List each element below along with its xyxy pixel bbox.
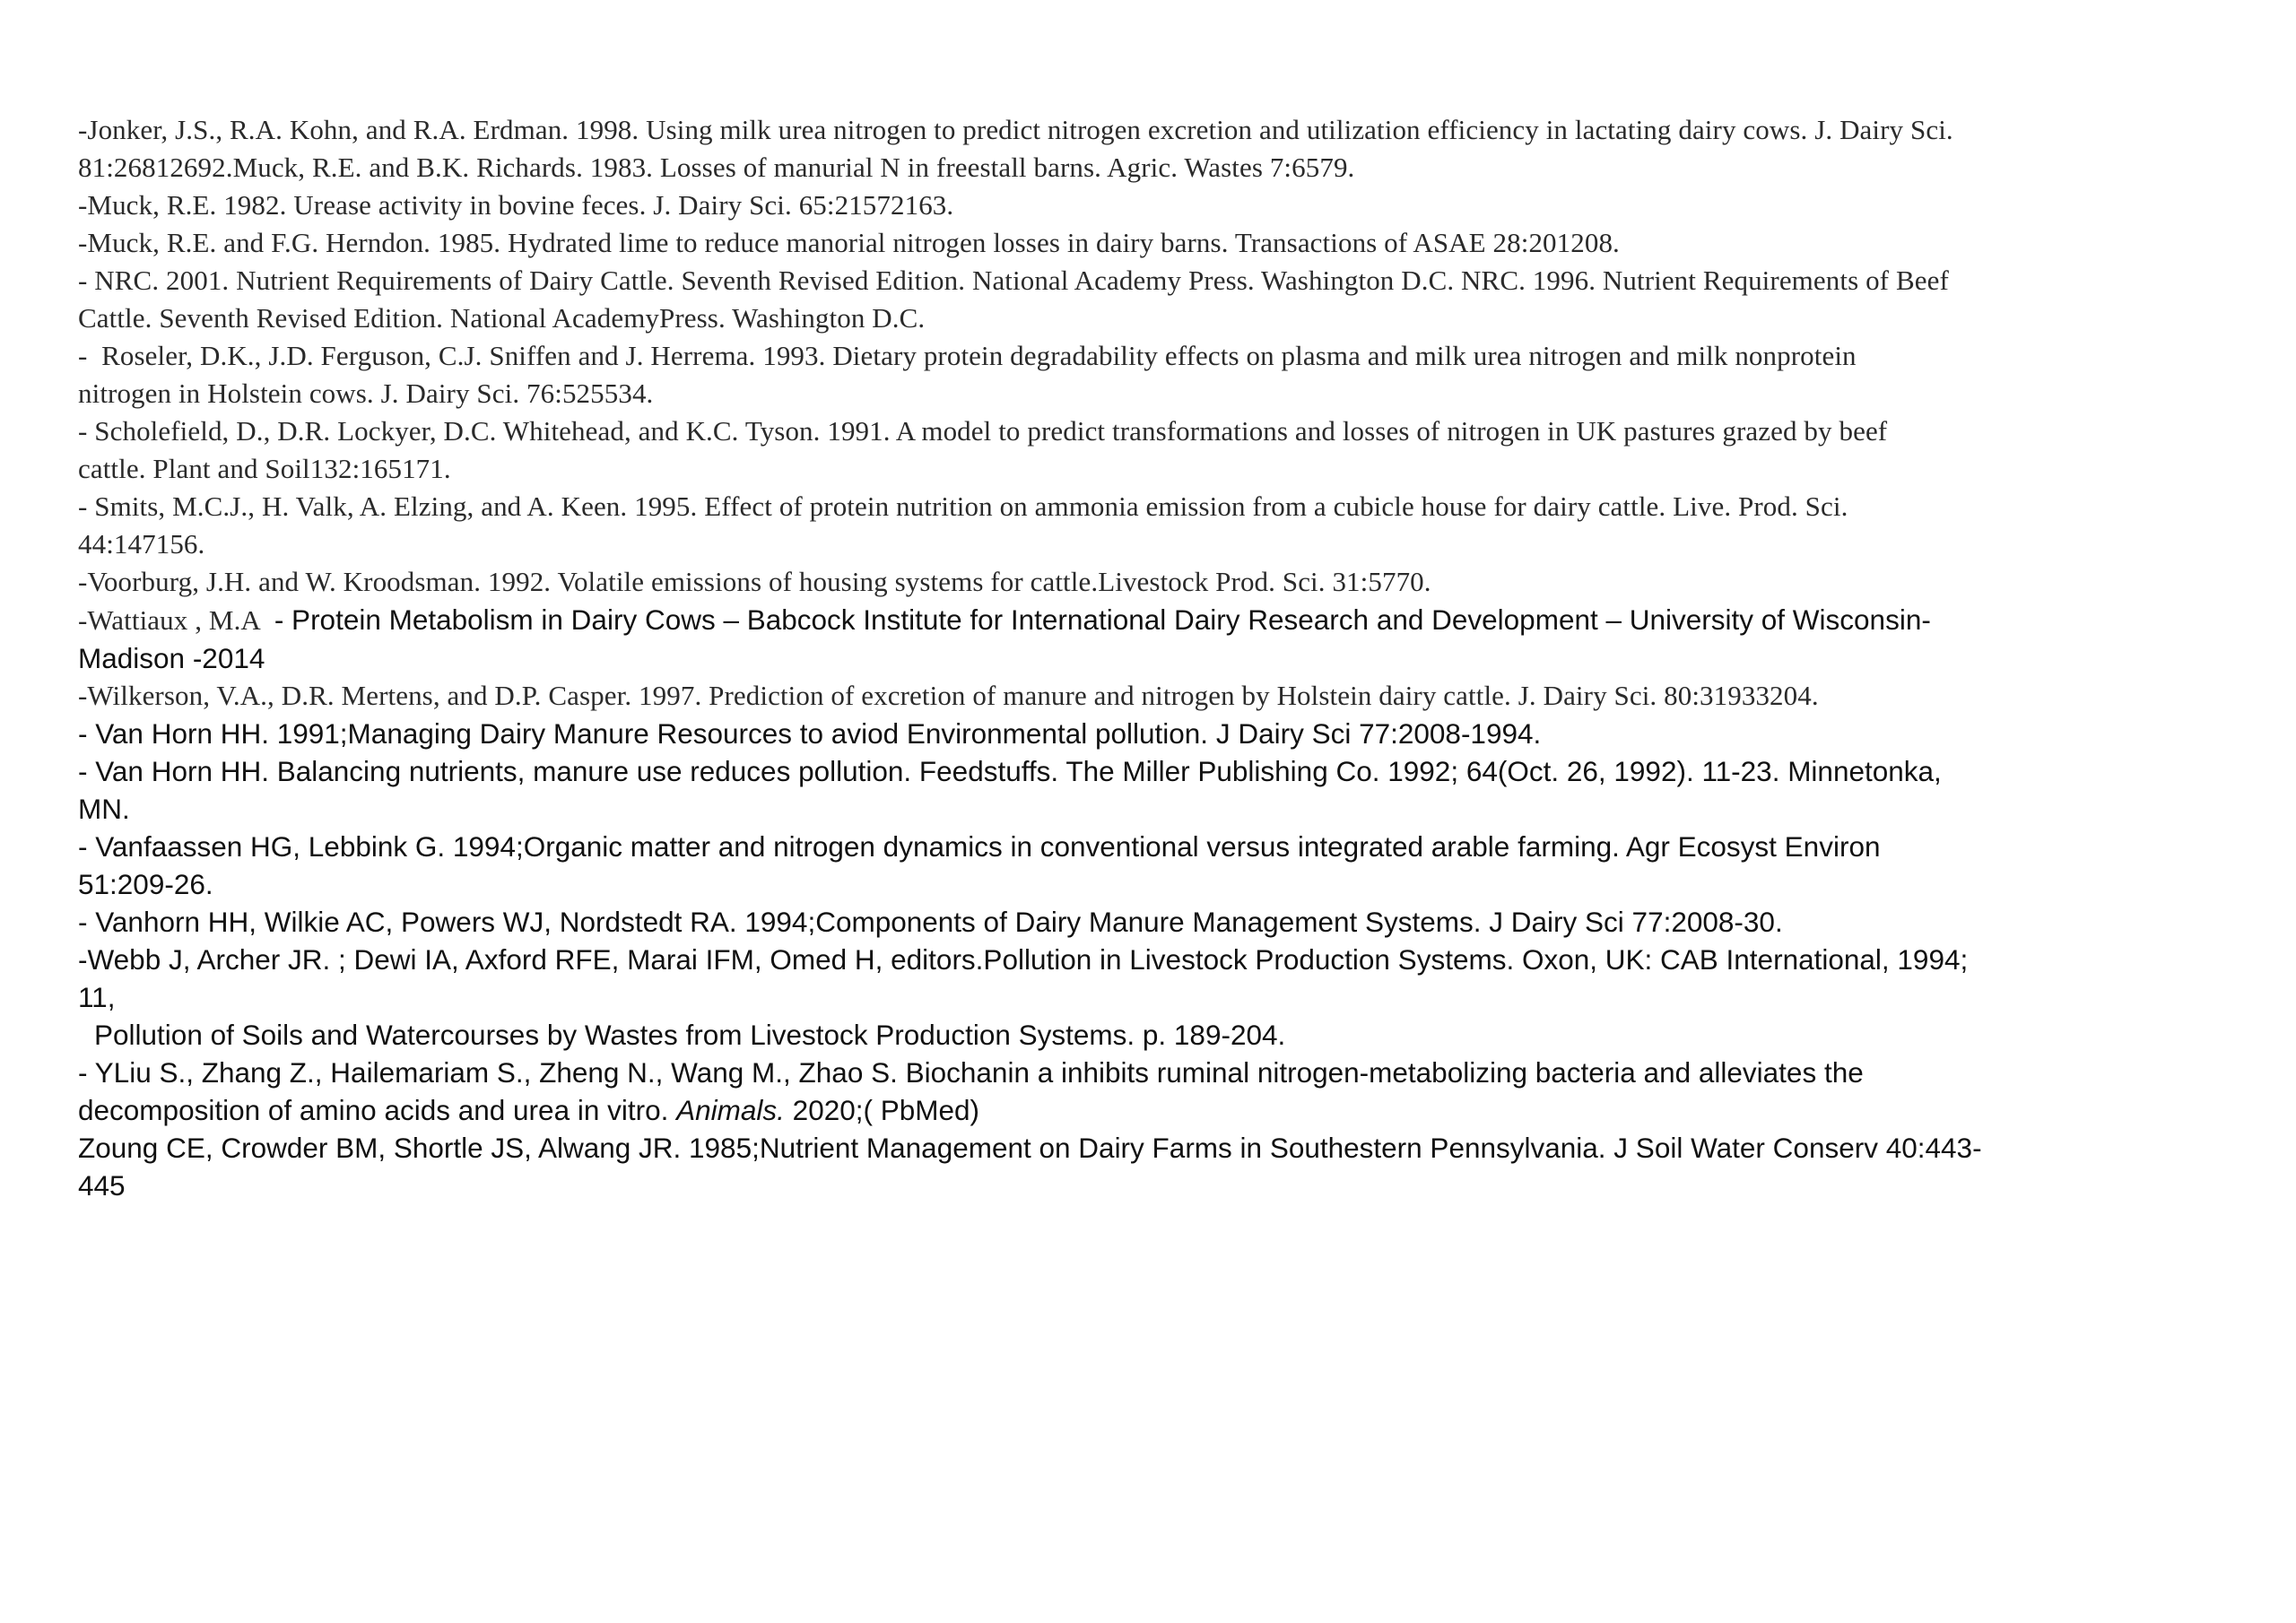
reference-line: -Voorburg, J.H. and W. Kroodsman. 1992. Volatile emissions of housing systems for cattle.Livestock Prod. Sci. 31:5770. [78,566,1431,597]
reference-scholefield [78,412,2231,488]
reference-line: -Muck, R.E. and F.G. Herndon. 1985. Hydrated lime to reduce manorial nitrogen losses in dairy barns. Transactions of ASAE 28:201208. [78,227,1620,258]
reference-line: Cattle. Seventh Revised Edition. National AcademyPress. Washington D.C. [78,302,926,334]
reference-line: - Roseler, D.K., J.D. Ferguson, C.J. Sniffen and J. Herrema. 1993. Dietary protein degradability effects on plasma and milk urea nitrogen and milk nonprotein [78,340,1857,371]
reference-line: 11, [78,981,116,1013]
reference-line: - YLiu S., Zhang Z., Hailemariam S., Zheng N., Wang M., Zhao S. Biochanin a inhibits ruminal nitrogen-metabolizing bacteria and alleviates the [78,1056,1864,1089]
reference-text: decomposition of amino acids and urea in vitro. [78,1094,677,1126]
reference-vanhorn-balancing [78,752,2231,828]
reference-line: 44:147156. [78,528,205,560]
reference-muck-1982 [78,187,2231,224]
reference-line: - Van Horn HH. 1991;Managing Dairy Manure Resources to aviod Environmental pollution. J Dairy Sci 77:2008-1994. [78,717,1542,750]
reference-line [78,1091,2231,1129]
reference-line: - Van Horn HH. Balancing nutrients, manure use reduces pollution. Feedstuffs. The Miller Publishing Co. 1992; 64(Oct. 26, 1992). 11-23. Minnetonka, [78,755,1942,787]
reference-line: Madison -2014 [78,642,265,674]
reference-line: 81:26812692.Muck, R.E. and B.K. Richards. 1983. Losses of manurial N in freestall barns. Agric. Wastes 7:6579. [78,152,1355,183]
reference-smits [78,488,2231,563]
reference-line: - Vanhorn HH, Wilkie AC, Powers WJ, Nordstedt RA. 1994;Components of Dairy Manure Management Systems. J Dairy Sci 77:2008-30. [78,906,1783,938]
reference-line [78,601,2231,639]
reference-yliu [78,1054,2231,1129]
reference-line: -Webb J, Archer JR. ; Dewi IA, Axford RFE, Marai IFM, Omed H, editors.Pollution in Livestock Production Systems. Oxon, UK: CAB International, 1994; [78,943,1969,976]
reference-line: -Jonker, J.S., R.A. Kohn, and R.A. Erdman. 1998. Using milk urea nitrogen to predict nitrogen excretion and utilization efficiency in lactating dairy cows. J. Dairy Sci. [78,114,1953,145]
reference-line: cattle. Plant and Soil132:165171. [78,453,451,484]
reference-webb-continuation [78,1016,2231,1054]
reference-webb [78,941,2231,1016]
reference-muck-herndon [78,224,2231,262]
reference-nrc [78,262,2231,337]
reference-title: - Protein Metabolism in Dairy Cows – Babcock Institute for International Dairy Research and Development – University of Wisconsin- [266,603,1931,636]
reference-wilkerson [78,677,2231,715]
reference-zoung [78,1129,2231,1204]
reference-jonker [78,111,2231,187]
journal-name: Animals. [676,1094,785,1126]
reference-line: nitrogen in Holstein cows. J. Dairy Sci. 76:525534. [78,378,654,409]
reference-author: -Wattiaux , M.A [78,604,267,636]
reference-voorburg [78,563,2231,601]
reference-line: - Smits, M.C.J., H. Valk, A. Elzing, and A. Keen. 1995. Effect of protein nutrition on ammonia emission from a cubicle house for dairy cattle. Live. Prod. Sci. [78,490,1848,522]
reference-line: MN. [78,793,130,825]
reference-line: -Wilkerson, V.A., D.R. Mertens, and D.P. Casper. 1997. Prediction of excretion of manure and nitrogen by Holstein dairy cattle. J. Dairy Sci. 80:31933204. [78,680,1819,711]
reference-list [78,111,2231,1204]
reference-roseler [78,337,2231,412]
reference-line: - Vanfaassen HG, Lebbink G. 1994;Organic matter and nitrogen dynamics in conventional versus integrated arable farming. Agr Ecosyst Environ [78,830,1881,863]
reference-wattiaux [78,601,2231,677]
reference-vanhorn-wilkie [78,903,2231,941]
reference-line: - Scholefield, D., D.R. Lockyer, D.C. Whitehead, and K.C. Tyson. 1991. A model to predict transformations and losses of nitrogen in UK pastures grazed by beef [78,415,1888,447]
reference-line: Zoung CE, Crowder BM, Shortle JS, Alwang JR. 1985;Nutrient Management on Dairy Farms in Southestern Pennsylvania. J Soil Water Conserv 40:443- [78,1132,1982,1164]
reference-vanfaassen [78,828,2231,903]
reference-line: 445 [78,1169,126,1202]
reference-line: 51:209-26. [78,868,213,900]
reference-line: Pollution of Soils and Watercourses by Wastes from Livestock Production Systems. p. 189-204. [94,1019,1286,1051]
reference-line: - NRC. 2001. Nutrient Requirements of Dairy Cattle. Seventh Revised Edition. National Academy Press. Washington D.C. NRC. 1996. Nutrient Requirements of Beef [78,265,1949,296]
reference-text: 2020;( PbMed) [784,1094,980,1126]
reference-line: -Muck, R.E. 1982. Urease activity in bovine feces. J. Dairy Sci. 65:21572163. [78,189,954,221]
reference-vanhorn-1991 [78,715,2231,752]
